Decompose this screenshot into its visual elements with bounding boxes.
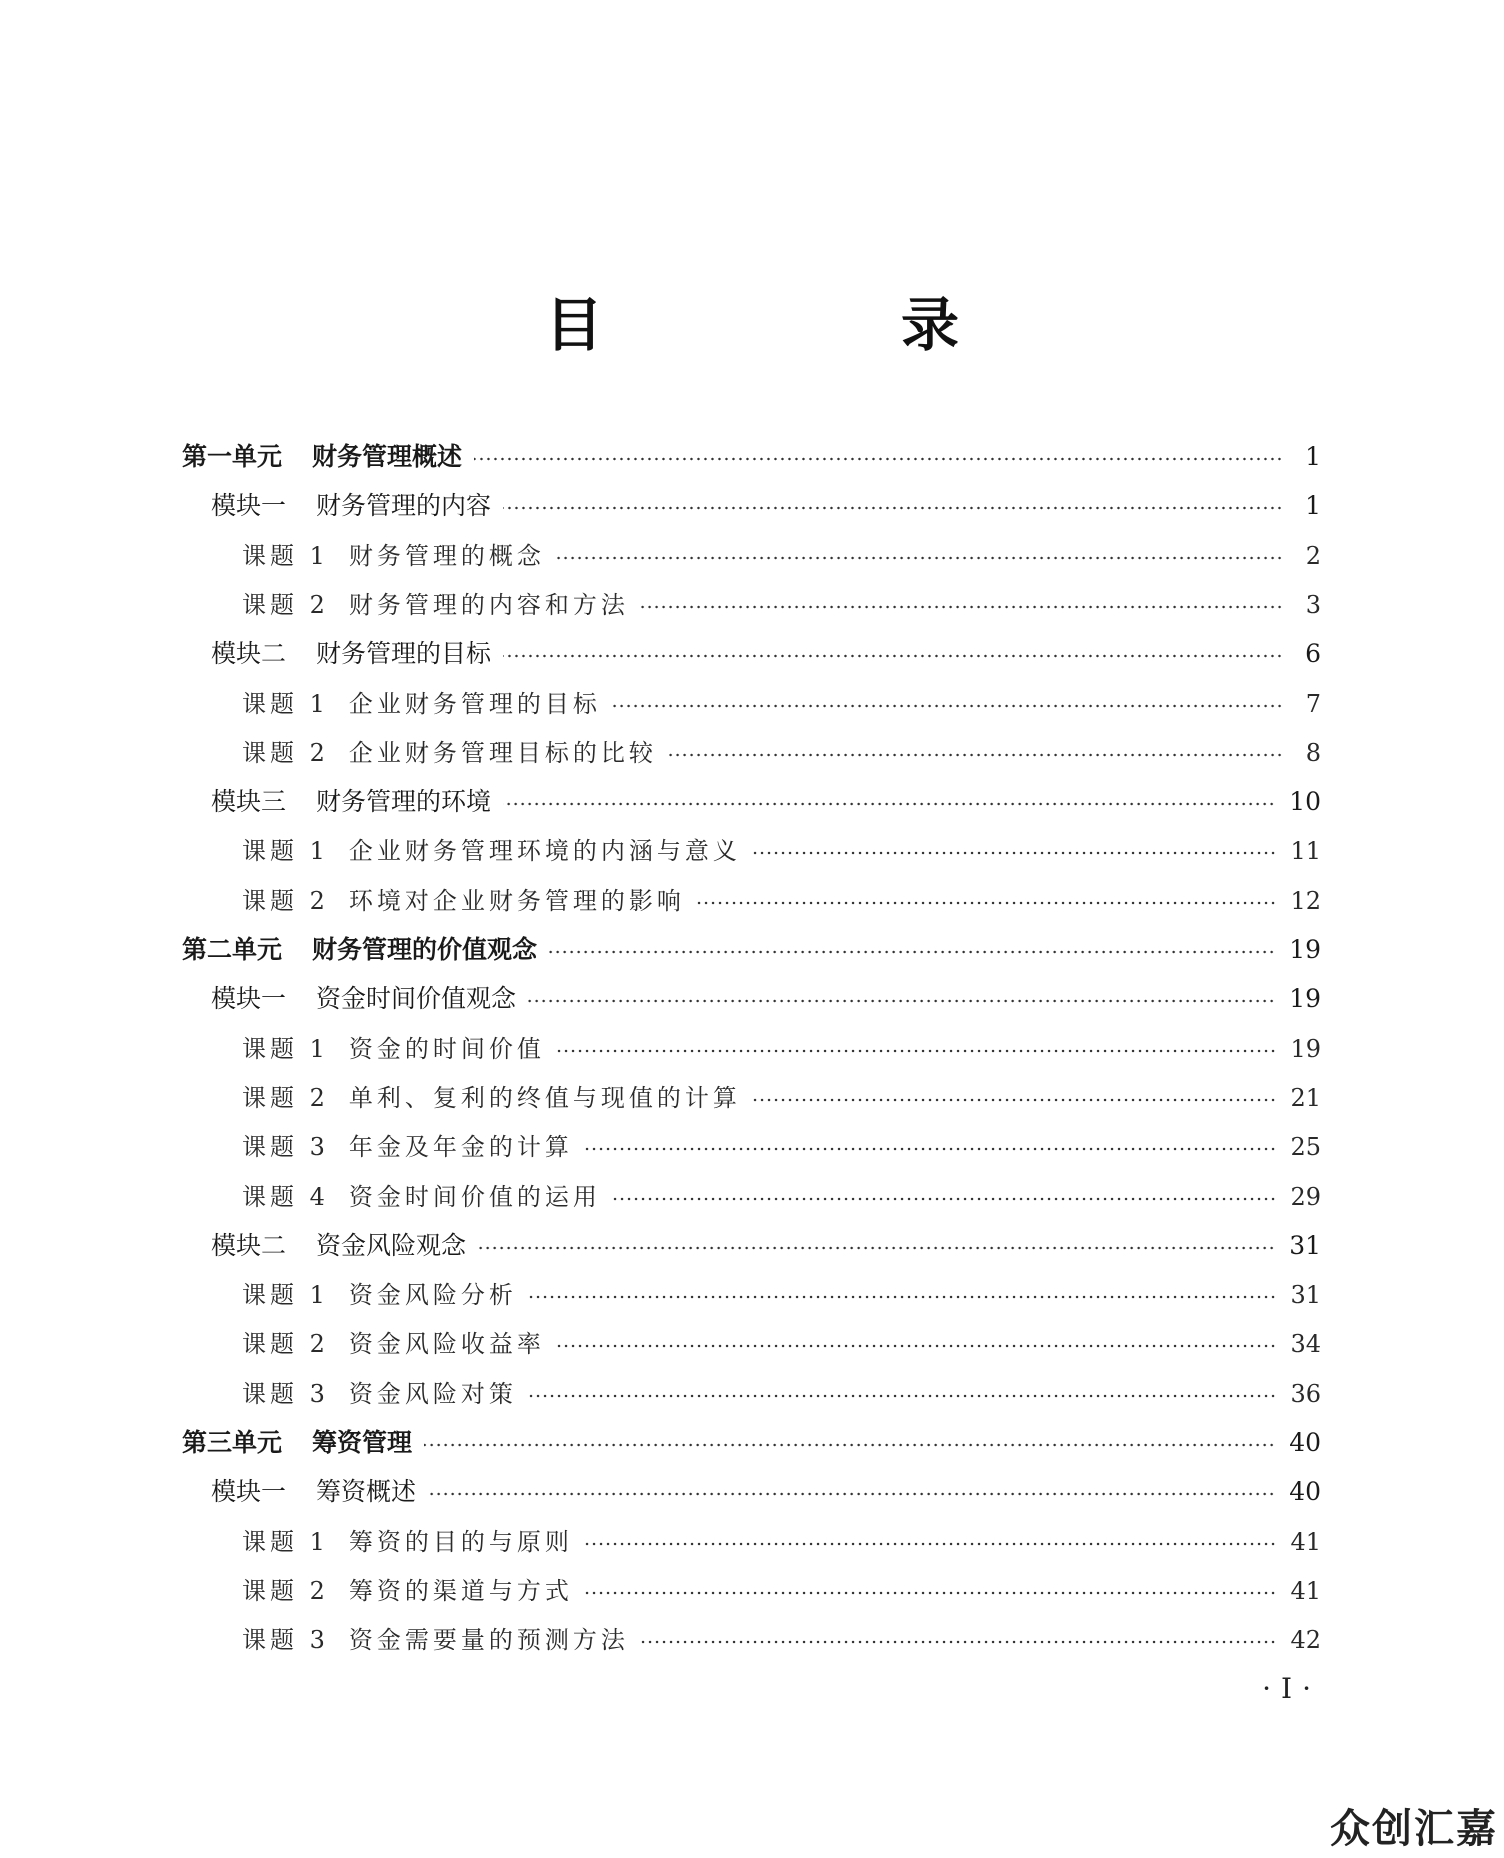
toc-entry-page: 31 [1289, 1230, 1321, 1260]
toc-entry-title: 资金时间价值观念 [316, 984, 517, 1014]
toc-entry-title: 资金风险观念 [316, 1230, 467, 1260]
dot-leader [641, 1640, 1277, 1644]
dot-leader [585, 1542, 1277, 1546]
toc-entry-title: 企业财务管理目标的比较 [348, 738, 657, 767]
toc-entry-title: 资金时间价值的运用 [348, 1182, 601, 1211]
toc-entry-page: 2 [1305, 541, 1321, 570]
toc-entry-page: 1 [1305, 442, 1321, 471]
toc-entry-title: 财务管理的内容和方法 [348, 590, 629, 619]
dot-leader [503, 802, 1275, 806]
toc-entry-lesson[interactable] [242, 1522, 1321, 1562]
dot-leader [478, 1246, 1275, 1250]
toc-entry-page: 3 [1305, 590, 1321, 619]
toc-entry-number: 模块一 [211, 984, 287, 1014]
toc-entry-number: 第一单元 [182, 442, 283, 471]
toc-entry-number: 第三单元 [182, 1428, 283, 1457]
toc-entry-lesson[interactable] [242, 1620, 1321, 1660]
toc-entry-page: 19 [1289, 935, 1321, 964]
toc-entry-title: 财务管理的环境 [316, 787, 492, 817]
dot-leader [697, 901, 1277, 905]
toc-entry-title: 筹资的渠道与方式 [348, 1576, 573, 1605]
toc-entry-number: 模块一 [211, 491, 287, 521]
toc-entry-lesson[interactable] [242, 733, 1321, 773]
toc-entry-module[interactable] [211, 979, 1321, 1019]
toc-entry-page: 1 [1305, 491, 1321, 521]
toc-entry-title: 财务管理的目标 [316, 639, 492, 669]
dot-leader [474, 457, 1283, 461]
toc-entry-page: 41 [1290, 1527, 1321, 1556]
toc-entry-title: 资金风险分析 [348, 1281, 517, 1310]
toc-entry-page: 8 [1305, 738, 1321, 767]
toc-entry-title: 资金风险收益率 [348, 1330, 545, 1359]
toc-entry-page: 42 [1290, 1626, 1321, 1655]
toc-entry-number: 课题 3 [242, 1133, 329, 1162]
toc-entry-page: 40 [1289, 1428, 1321, 1457]
toc-entry-number: 课题 1 [242, 837, 329, 866]
toc-entry-title: 环境对企业财务管理的影响 [348, 886, 685, 915]
toc-entry-page: 19 [1289, 984, 1321, 1014]
dot-leader [503, 506, 1283, 510]
toc-entry-number: 模块三 [211, 787, 287, 817]
dot-leader [528, 999, 1275, 1003]
toc-entry-page: 40 [1289, 1477, 1321, 1507]
toc-entry-number: 第二单元 [182, 935, 283, 964]
toc-entry-lesson[interactable] [242, 881, 1321, 921]
dot-leader [585, 1591, 1277, 1595]
dot-leader [557, 556, 1283, 560]
dot-leader [424, 1443, 1275, 1447]
toc-entry-number: 课题 2 [242, 1330, 329, 1359]
toc-entry-page: 11 [1290, 837, 1321, 866]
toc-entry-number: 课题 1 [242, 1034, 329, 1063]
toc-entry-page: 31 [1290, 1281, 1321, 1310]
toc-entry-number: 课题 1 [242, 1527, 329, 1556]
toc-entry-title: 筹资管理 [312, 1428, 413, 1457]
toc-entry-number: 模块一 [211, 1477, 287, 1507]
toc-entry-number: 课题 2 [242, 738, 329, 767]
toc-entry-lesson[interactable] [242, 831, 1321, 871]
toc-entry-title: 财务管理的内容 [316, 491, 492, 521]
toc-entry-lesson[interactable] [242, 585, 1321, 625]
dot-leader [557, 1344, 1277, 1348]
toc-entry-lesson[interactable] [242, 1078, 1321, 1118]
toc-entry-title: 筹资的目的与原则 [348, 1527, 573, 1556]
page-number: ·Ⅰ· [1262, 1672, 1321, 1705]
dot-leader [753, 1098, 1277, 1102]
toc-entry-unit[interactable] [182, 930, 1321, 970]
toc-entry-title: 资金风险对策 [348, 1379, 517, 1408]
toc-entry-module[interactable] [211, 486, 1321, 526]
toc-entry-lesson[interactable] [242, 1571, 1321, 1611]
dot-leader [549, 950, 1275, 954]
toc-entry-lesson[interactable] [242, 1324, 1321, 1364]
toc-entry-page: 29 [1290, 1182, 1321, 1211]
dot-leader [428, 1492, 1275, 1496]
toc-entry-lesson[interactable] [242, 1177, 1321, 1217]
toc-entry-number: 课题 4 [242, 1182, 329, 1211]
toc-entry-lesson[interactable] [242, 536, 1321, 576]
dot-leader [641, 605, 1283, 609]
toc-entry-unit[interactable] [182, 437, 1321, 477]
dot-leader [613, 704, 1283, 708]
toc-entry-title: 财务管理的概念 [348, 541, 545, 570]
toc-entry-lesson[interactable] [242, 684, 1321, 724]
toc-entry-title: 财务管理概述 [312, 442, 463, 471]
toc-entry-title: 资金需要量的预测方法 [348, 1626, 629, 1655]
toc-entry-module[interactable] [211, 782, 1321, 822]
toc-entry-module[interactable] [211, 634, 1321, 674]
toc-entry-page: 12 [1290, 886, 1321, 915]
toc-entry-page: 41 [1290, 1576, 1321, 1605]
toc-entry-title: 筹资概述 [316, 1477, 417, 1507]
toc-entry-number: 模块二 [211, 639, 287, 669]
dot-leader [557, 1049, 1277, 1053]
toc-entry-number: 课题 2 [242, 886, 329, 915]
toc-entry-number: 课题 1 [242, 689, 329, 718]
toc-entry-page: 10 [1289, 787, 1321, 817]
toc-entry-title: 年金及年金的计算 [348, 1133, 573, 1162]
toc-entry-title: 单利、复利的终值与现值的计算 [348, 1083, 741, 1112]
dot-leader [529, 1295, 1277, 1299]
dot-leader [613, 1197, 1277, 1201]
toc-entry-lesson[interactable] [242, 1127, 1321, 1167]
toc-entry-page: 19 [1290, 1034, 1321, 1063]
toc-entry-title: 企业财务管理的目标 [348, 689, 601, 718]
toc-entry-module[interactable] [211, 1226, 1321, 1266]
toc-entry-number: 课题 1 [242, 1281, 329, 1310]
toc-entry-number: 课题 2 [242, 1083, 329, 1112]
toc-entry-title: 资金的时间价值 [348, 1034, 545, 1063]
toc-entry-page: 36 [1290, 1379, 1321, 1408]
toc-entry-page: 21 [1290, 1083, 1321, 1112]
toc-entry-lesson[interactable] [242, 1029, 1321, 1069]
dot-leader [669, 753, 1283, 757]
toc-title: 目 录 [544, 291, 1079, 359]
toc-entry-module[interactable] [211, 1472, 1321, 1512]
toc-entry-lesson[interactable] [242, 1275, 1321, 1315]
toc-entry-number: 课题 2 [242, 590, 329, 619]
watermark-logo: 众创汇嘉 [1330, 1806, 1498, 1852]
toc-entry-number: 课题 1 [242, 541, 329, 570]
dot-leader [753, 851, 1277, 855]
dot-leader [529, 1394, 1277, 1398]
toc-entry-page: 6 [1305, 639, 1321, 669]
toc-entry-page: 7 [1305, 689, 1321, 718]
dot-leader [503, 654, 1283, 658]
toc-entry-number: 课题 2 [242, 1576, 329, 1605]
dot-leader [585, 1147, 1277, 1151]
toc-entry-title: 财务管理的价值观念 [312, 935, 538, 964]
toc-entry-number: 课题 3 [242, 1379, 329, 1408]
toc-entry-title: 企业财务管理环境的内涵与意义 [348, 837, 741, 866]
toc-entry-page: 25 [1290, 1133, 1321, 1162]
toc-entry-lesson[interactable] [242, 1374, 1321, 1414]
toc-entry-unit[interactable] [182, 1423, 1321, 1463]
toc-entry-number: 模块二 [211, 1230, 287, 1260]
toc-entry-page: 34 [1290, 1330, 1321, 1359]
toc-entry-number: 课题 3 [242, 1626, 329, 1655]
